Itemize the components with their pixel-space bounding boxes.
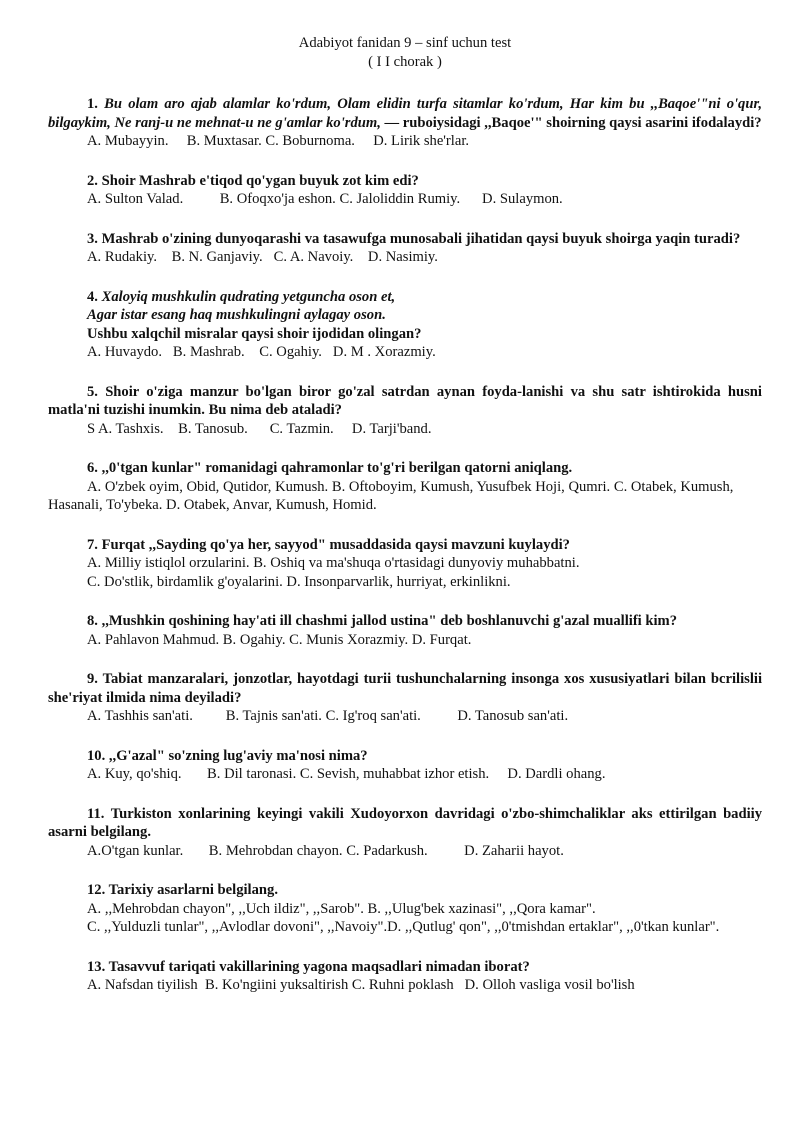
question-number: 10. <box>87 747 106 764</box>
page-title: Adabiyot fanidan 9 – sinf uchun test <box>298 35 512 51</box>
question-text <box>48 958 762 977</box>
question-prompt: Mashrab o'zining dunyoqarashi va tasawufga munosabali jihatidan qaysi buyuk shoirga yaqin turadi? <box>101 230 741 247</box>
question-number: 2. <box>87 172 98 189</box>
question-number: 9. <box>87 671 98 687</box>
question-number: 8. <box>87 613 98 629</box>
question-number: 7. <box>87 536 98 553</box>
question-prompt: ,,0'tgan kunlar" romanidagi qahramonlar to'g'ri berilgan qatorni aniqlang. <box>101 460 573 476</box>
question-number: 4. <box>87 288 98 305</box>
question-prompt: ,,G'azal" so'zning lug'aviy ma'nosi nima? <box>108 747 368 764</box>
answer-options: C. ,,Yulduzli tunlar", ,,Avlodlar dovoni", ,,Navoiy".D. ,,Qutlug' qon", ,,0'tmishdan ertaklar", ,,0'tkan kunlar". <box>87 919 720 935</box>
answer-options: A. Nafsdan tiyilish B. Ko'ngiini yuksaltirish C. Ruhni poklash D. Olloh vasliga vosil bo'lish <box>87 977 635 993</box>
answer-options: A. Kuy, qo'shiq. B. Dil taronasi. C. Sevish, muhabbat izhor etish. D. Dardli ohang. <box>87 766 606 782</box>
answer-options: S A. Tashxis. B. Tanosub. C. Tazmin. D. Tarji'band. <box>87 420 432 437</box>
question-text <box>48 172 762 191</box>
question-number: 6. <box>87 460 98 476</box>
poem-line: Agar istar esang haq mushkulingni aylagay oson. <box>87 307 386 323</box>
answer-options: A. Huvaydo. B. Mashrab. C. Ogahiy. D. M . Xorazmiy. <box>87 344 436 360</box>
answer-options: A. Rudakiy. B. N. Ganjaviy. C. A. Navoiy. D. Nasimiy. <box>87 249 438 265</box>
question-6 <box>48 459 762 515</box>
question-prompt: Tarixiy asarlarni belgilang. <box>108 882 278 898</box>
test-page <box>48 34 762 1016</box>
question-13 <box>48 958 762 995</box>
answer-options: A. Sulton Valad. B. Ofoqxo'ja eshon. C. Jaloliddin Rumiy. D. Sulaymon. <box>87 191 563 207</box>
question-text <box>48 95 762 132</box>
question-text <box>48 230 762 249</box>
question-10 <box>48 747 762 784</box>
question-number: 1. <box>87 96 98 112</box>
question-2 <box>48 172 762 209</box>
answer-options: A. O'zbek oyim, Obid, Qutidor, Kumush. B. Oftoboyim, Kumush, Yusufbek Hoji, Qumri. C. Otabek, Kumush, Hasanali, To'ybeka. D. Otabek, Anvar, Kumush, Homid. <box>48 478 734 513</box>
answer-options: A. Pahlavon Mahmud. B. Ogahiy. C. Munis Xorazmiy. D. Furqat. <box>87 631 472 648</box>
answer-options: A. Mubayyin. B. Muxtasar. C. Boburnoma. D. Lirik she'rlar. <box>87 133 470 149</box>
question-prompt: Shoir o'ziga manzur bo'lgan biror go'zal satrdan aynan foyda-lanishi va shu satr ishtirokida husni matla'ni tuzishi inumkin. Bu nima deb ataladi? <box>48 383 762 418</box>
question-text <box>48 670 762 707</box>
question-text <box>48 612 762 631</box>
question-prompt: Furqat ,,Sayding qo'ya her, sayyod" musaddasida qaysi mavzuni kuylaydi? <box>101 536 570 553</box>
poem-line-text: Xaloyiq mushkulin qudrating yetguncha oson et, <box>101 288 396 305</box>
quoted-rubai: Bu olam aro ajab alamlar ko'rdum, Olam elidin turfa sitamlar ko'rdum, Har kim bu ,,Baqoe'"ni o'qur, bilgaykim, Ne ranj-u ne mehnat-u ne g'amlar ko'rdum, <box>48 96 762 131</box>
question-number: 13. <box>87 958 106 975</box>
question-prompt: — ruboiysidagi ,,Baqoe'" shoirning qaysi asarini ifodalaydi? <box>380 114 762 131</box>
question-12 <box>48 881 762 937</box>
poem-line <box>87 288 762 307</box>
question-prompt: Turkiston xonlarining keyingi vakili Xudoyorxon davridagi o'zbo-shimchaliklar aks ettirilgan badiiy asarni belgilang. <box>48 805 763 840</box>
question-number: 12. <box>87 882 106 898</box>
question-prompt: ,,Mushkin qoshining hay'ati ill chashmi jallod ustina" deb boshlanuvchi g'azal muallifi kim? <box>101 613 678 629</box>
question-text <box>48 536 762 555</box>
question-3 <box>48 230 762 267</box>
answer-options: A.O'tgan kunlar. B. Mehrobdan chayon. C. Padarkush. D. Zaharii hayot. <box>87 842 564 859</box>
question-text <box>48 459 762 478</box>
question-text <box>48 881 762 900</box>
question-5 <box>48 383 762 439</box>
question-number: 5. <box>87 383 98 400</box>
question-text <box>48 747 762 766</box>
question-prompt: Tasavvuf tariqati vakillarining yagona maqsadlari nimadan iborat? <box>108 958 530 975</box>
answer-options: A. Milliy istiqlol orzularini. B. Oshiq va ma'shuqa o'rtasidagi dunyoviy muhabbatni. <box>87 555 580 571</box>
question-9 <box>48 670 762 726</box>
answer-options: A. ,,Mehrobdan chayon", ,,Uch ildiz", ,,Sarob". B. ,,Ulug'bek xazinasi", ,,Qora kamar". <box>87 900 596 917</box>
question-11 <box>48 805 762 861</box>
question-text <box>48 383 762 420</box>
question-number: 11. <box>87 805 105 822</box>
question-prompt: Shoir Mashrab e'tiqod qo'ygan buyuk zot kim edi? <box>101 172 419 189</box>
answer-options: A. Tashhis san'ati. B. Tajnis san'ati. C. Ig'roq san'ati. D. Tanosub san'ati. <box>87 708 569 724</box>
answer-options: C. Do'stlik, birdamlik g'oyalarini. D. Insonparvarlik, hurriyat, erkinlikni. <box>87 573 511 590</box>
question-4 <box>48 288 762 362</box>
question-text <box>48 805 762 842</box>
question-prompt: Ushbu xalqchil misralar qaysi shoir ijodidan olingan? <box>87 325 422 342</box>
question-8 <box>48 612 762 649</box>
page-subtitle: ( I I chorak ) <box>368 53 442 70</box>
question-1 <box>48 95 762 151</box>
question-number: 3. <box>87 230 98 247</box>
question-prompt: Tabiat manzaralari, jonzotlar, hayotdagi turii tushunchalarning insonga xos xususiyatlari bilan bcrilislii she'riyat ilmida nima deyiladi? <box>48 671 763 706</box>
question-7 <box>48 536 762 592</box>
